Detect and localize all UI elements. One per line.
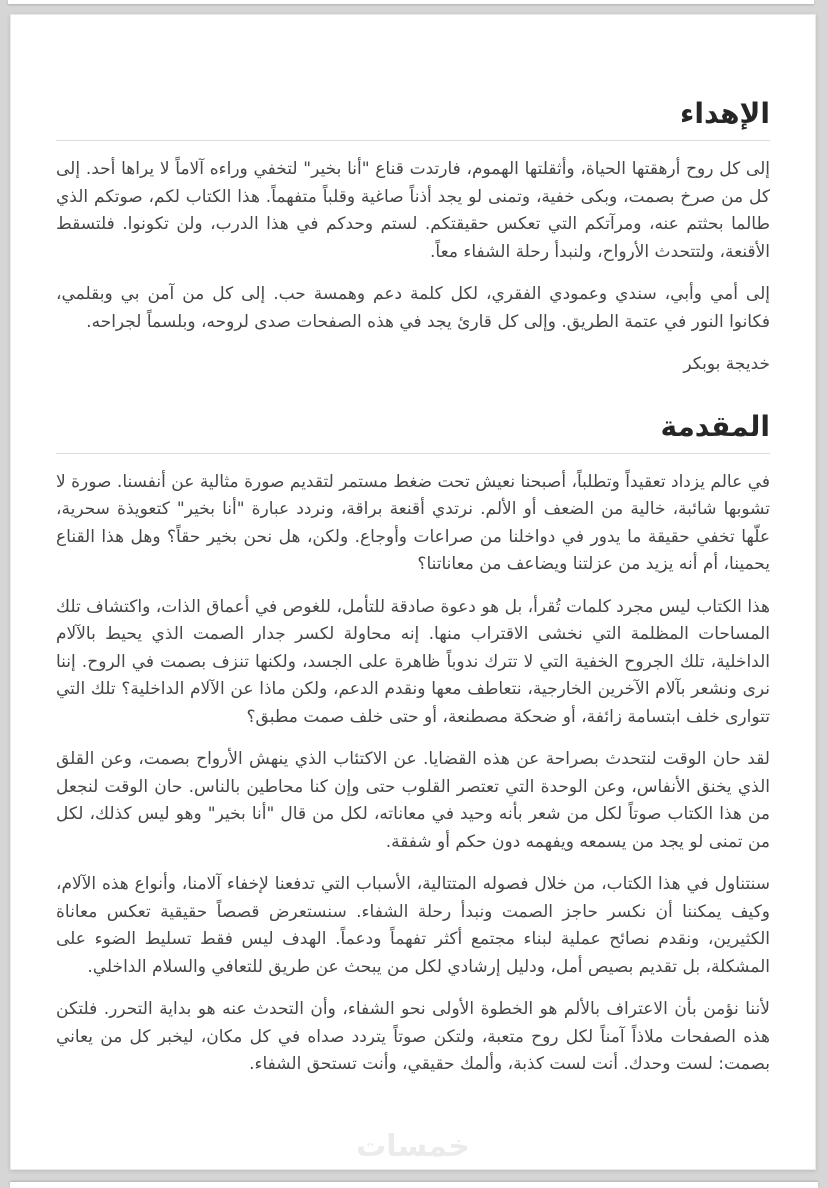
introduction-paragraph-3: لقد حان الوقت لنتحدث بصراحة عن هذه القضايا. عن الاكتئاب الذي ينهش الأرواح بصمت، وعن القلق الذي يخنق الأنفاس، وعن الوحدة التي تعتصر القلوب حتى وإن كنا محاطين بالناس. حان الوقت لنجعل من هذا الكتاب صوتاً لكل من شعر بأنه وحيد في معاناته، لكل من قال "أنا بخير" وهو ليس كذلك، لكل من تمنى لو يجد من يسمعه ويفهمه دون حكم أو شفقة.: [56, 749, 770, 852]
introduction-paragraph-5: لأننا نؤمن بأن الاعتراف بالألم هو الخطوة الأولى نحو الشفاء، وأن التحدث عنه هو بداية التحرر. فلتكن هذه الصفحات ملاذاً آمناً لكل روح متعبة، ولتكن صوتاً يتردد صداه في كل مكان، ليخبر كل من يعاني بصمت: لست وحدك. أنت لست كذبة، وألمك حقيقي، وأنت تستحق الشفاء.: [56, 999, 770, 1074]
dedication-paragraph-2: إلى أمي وأبي، سندي وعمودي الفقري، لكل كلمة دعم وهمسة حب. إلى كل من آمن بي وبقلمي، فكانوا النور في عتمة الطريق. وإلى كل قارئ يجد في هذه الصفحات صدى لروحه، وبلسماً لجراحه.: [56, 284, 770, 332]
introduction-title: المقدمة: [660, 409, 770, 443]
introduction-title-divider: [56, 453, 770, 454]
page-content: [11, 15, 815, 1079]
dedication-paragraph-1: إلى كل روح أرهقتها الحياة، وأثقلتها الهموم، فارتدت قناع "أنا بخير" لتخفي وراءه آلاماً لا يراها أحد. إلى كل من صرخ بصمت، وبكى خفية، وتمنى لو يجد أذناً صاغية وقلباً متفهماً. هذا الكتاب لكم، صوتكم الذي طالما بحثتم عنه، ومرآتكم التي تعكس حقيقتكم. لستم وحدكم في هذا الدرب، ولن تكونوا. فلتسقط الأقنعة، ولتتحدث الأرواح، ولنبدأ رحلة الشفاء معاً.: [56, 159, 770, 262]
khamsat-watermark: خمسات: [356, 1129, 470, 1164]
dedication-title-divider: [56, 140, 770, 141]
previous-page-edge: [8, 0, 814, 4]
author-signature: خديجة بوبكر: [683, 354, 770, 374]
introduction-paragraph-1: في عالم يزداد تعقيداً وتطلباً، أصبحنا نعيش تحت ضغط مستمر لتقديم صورة مثالية عن أنفسنا. صورة لا تشوبها شائبة، خالية من الضعف أو الألم. نرتدي أقنعة براقة، ونردد عبارة "أنا بخير" كتعويذة سحرية، علّها تخفي حقيقة ما يدور في دواخلنا من صراعات وأوجاع. ولكن، هل نحن بخير حقاً؟ وهل هذا القناع يحمينا، أم أنه يزيد من عزلتنا ويضاعف من معاناتنا؟: [56, 471, 770, 574]
dedication-title: الإهداء: [680, 97, 770, 130]
introduction-paragraph-4: سنتناول في هذا الكتاب، من خلال فصوله المتتالية، الأسباب التي تدفعنا لإخفاء آلامنا، وأنواع هذه الآلام، وكيف يمكننا أن نكسر حاجز الصمت ونبدأ رحلة الشفاء. سنستعرض قصصاً حقيقية تعكس معاناة الكثيرين، ونقدم نصائح عملية لبناء مجتمع أكثر تفهماً ودعماً. الهدف ليس فقط تسليط الضوء على المشكلة، بل تقديم بصيص أمل، ودليل إرشادي لكل من يبحث عن طريق للتعافي والسلام الداخلي.: [56, 874, 770, 977]
next-page-edge: [10, 1182, 818, 1188]
document-page: [10, 14, 816, 1170]
introduction-paragraph-2: هذا الكتاب ليس مجرد كلمات تُقرأ، بل هو دعوة صادقة للتأمل، للغوص في أعماق الذات، واكتشاف تلك المساحات المظلمة التي نخشى الاقتراب منها. إنه محاولة لكسر جدار الصمت الذي يحيط بالآلام الداخلية، تلك الجروح الخفية التي لا تترك ندوباً ظاهرة على الجسد، ولكنها تنزف بصمت في الروح. إننا نرى ونشعر بآلام الآخرين الخارجية، نتعاطف معها ونقدم الدعم، ولكن ماذا عن الآلام الداخلية؟ تلك التي تتوارى خلف ابتسامة زائفة، أو ضحكة مصطنعة، أو حتى خلف صمت مطبق؟: [56, 596, 770, 727]
